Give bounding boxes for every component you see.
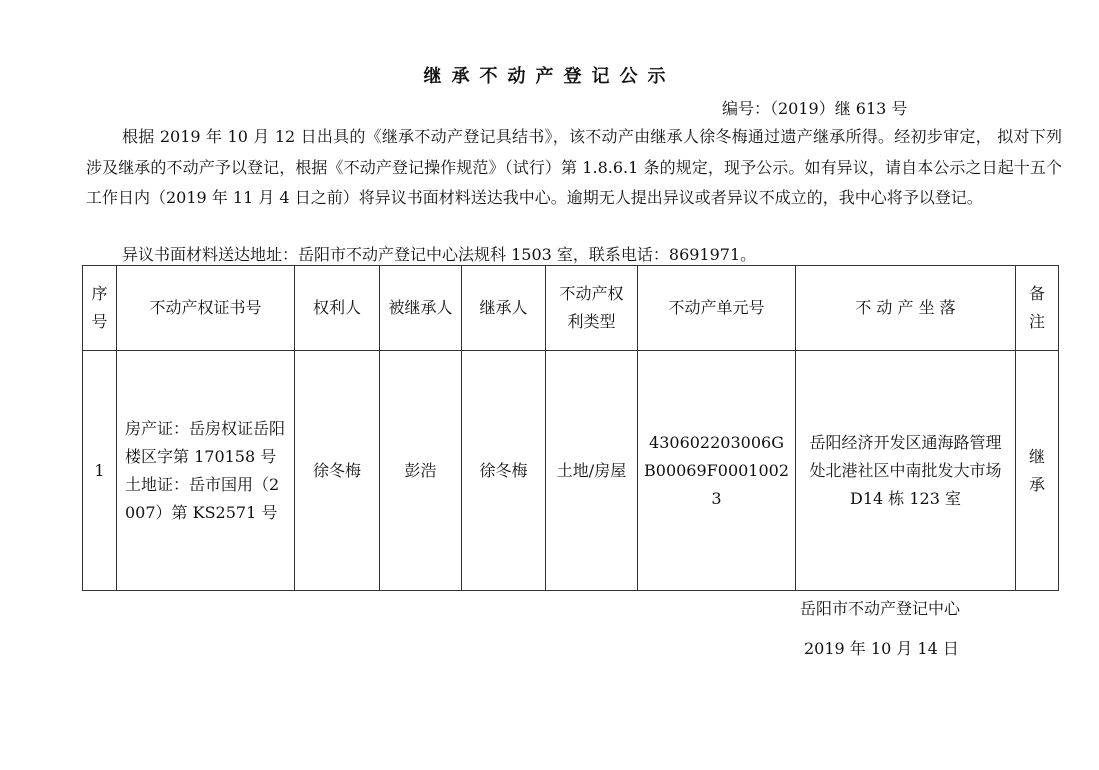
cell-seq: 1 [83, 351, 117, 591]
header-owner: 权利人 [295, 266, 380, 351]
cell-right-type: 土地/房屋 [546, 351, 638, 591]
header-location: 不 动 产 坐 落 [796, 266, 1016, 351]
header-right-type: 不动产权利类型 [546, 266, 638, 351]
header-heir: 继承人 [462, 266, 546, 351]
cert-land: 土地证：岳市国用（2007）第 KS2571 号 [125, 474, 280, 522]
table-row [83, 351, 1059, 591]
notice-body: 根据 2019 年 10 月 12 日出具的《继承不动产登记具结书》，该不动产由继承人徐冬梅通过遗产继承所得。经初步审定， 拟对下列涉及继承的不动产予以登记，根据《不动产登记操作规范》（试行）第 1.8.6.1 条的规定，现予公示。如有异议，请自本公示之日起十五个工作日内（2019 年 11 月 4 日之前）将异议书面材料送达我中心。逾期无人提出异议或者异议不成立的，我中心将予以登记。 [86, 127, 1062, 207]
cell-location: 岳阳经济开发区通海路管理处北港社区中南批发大市场 D14 栋 123 室 [796, 351, 1016, 591]
issue-date: 2019 年 10 月 14 日 [804, 639, 959, 658]
cell-remark: 继承 [1016, 351, 1059, 591]
header-seq: 序号 [83, 266, 117, 351]
header-decedent: 被继承人 [380, 266, 462, 351]
notice-title: 继承不动产登记公示 [423, 66, 676, 87]
header-cert-no: 不动产权证书号 [117, 266, 295, 351]
document-number: 编号：（2019）继 613 号 [722, 99, 908, 118]
objection-address: 异议书面材料送达地址：岳阳市不动产登记中心法规科 1503 室，联系电话：8691971。 [122, 245, 757, 264]
header-unit-no: 不动产单元号 [638, 266, 796, 351]
issuing-organization: 岳阳市不动产登记中心 [800, 599, 961, 618]
cell-cert-no [117, 351, 295, 591]
cell-unit-no: 430602203006GB00069F00010023 [638, 351, 796, 591]
cert-house: 房产证：岳房权证岳阳楼区字第 170158 号 [125, 418, 286, 466]
cell-heir: 徐冬梅 [462, 351, 546, 591]
cell-decedent: 彭浩 [380, 351, 462, 591]
header-remark: 备注 [1016, 266, 1059, 351]
cell-owner: 徐冬梅 [295, 351, 380, 591]
registration-table [82, 265, 1059, 591]
table-header-row [83, 266, 1059, 351]
